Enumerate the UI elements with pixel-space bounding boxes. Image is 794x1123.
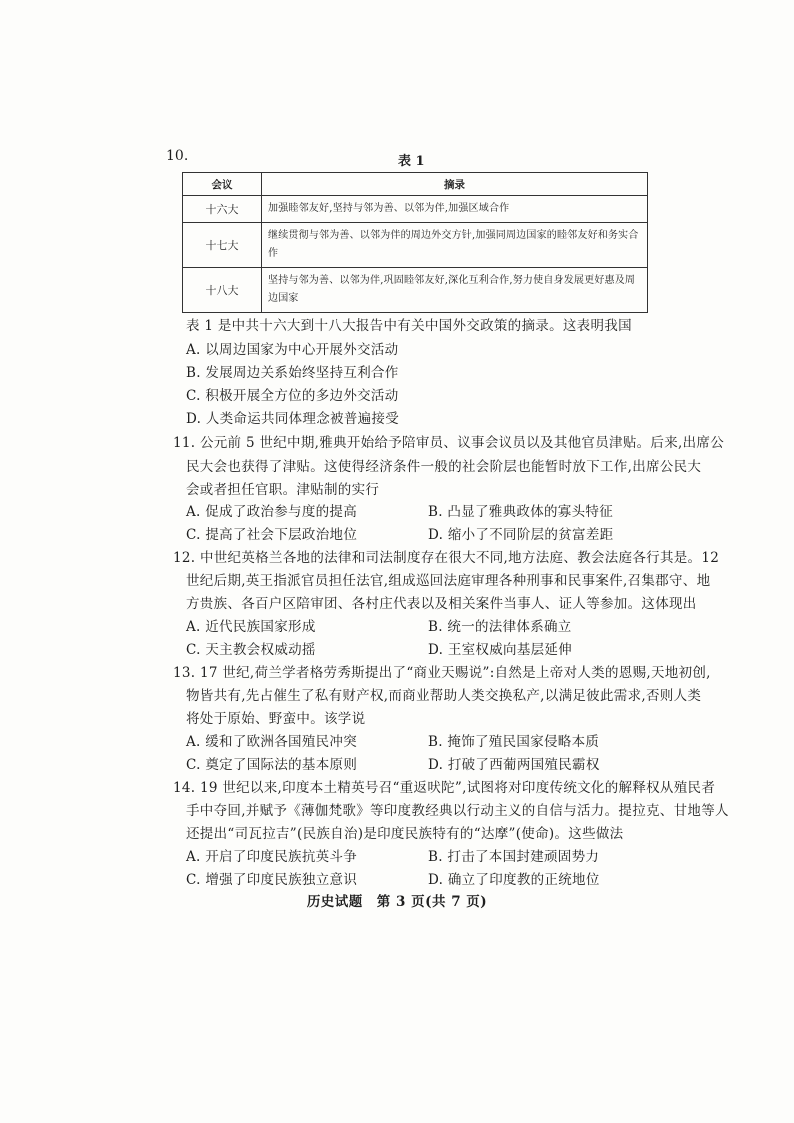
question-stem: 民大会也获得了津贴。这使得经济条件一般的社会阶层也能暂时放下工作,出席公民大	[186, 459, 702, 475]
option-b: B. 打击了本国封建顽固势力	[428, 849, 600, 865]
option-a: A. 缓和了欧洲各国殖民冲突	[186, 734, 358, 750]
option-b: B. 凸显了雅典政体的寡头特征	[428, 504, 614, 520]
option-d: D. 缩小了不同阶层的贫富差距	[428, 527, 614, 543]
table-cell: 继续贯彻与邻为善、以邻为伴的周边外交方针,加强同周边国家的睦邻友好和务实合作	[262, 223, 648, 268]
question-stem: 会或者担任官职。津贴制的实行	[186, 482, 380, 498]
option-d: D. 打破了西葡两国殖民霸权	[428, 757, 600, 773]
question-stem: 方贵族、各百户区陪审团、各村庄代表以及相关案件当事人、证人等参加。这体现出	[186, 596, 697, 612]
option-b: B. 掩饰了殖民国家侵略本质	[428, 734, 600, 750]
question-stem: 将处于原始、野蛮中。该学说	[186, 711, 366, 727]
policy-table	[182, 172, 648, 313]
table-cell: 十八大	[183, 268, 262, 313]
option-a: A. 以周边国家为中心开展外交活动	[186, 342, 399, 358]
question-stem: 14. 19 世纪以来,印度本土精英号召“重返吠陀”,试图将对印度传统文化的解释权从殖民者	[173, 780, 716, 796]
table-title: 表 1	[398, 154, 425, 169]
table-row	[183, 268, 648, 313]
table-row	[183, 196, 648, 223]
option-c: C. 增强了印度民族独立意识	[186, 872, 358, 888]
option-a: A. 促成了政治参与度的提高	[186, 504, 358, 520]
page-footer: 历史试题 第 3 页(共 7 页)	[306, 894, 488, 910]
question-stem: 手中夺回,并赋予《薄伽梵歌》等印度教经典以行动主义的自信与活力。提拉克、甘地等人	[186, 803, 729, 819]
table-header: 会议	[183, 173, 262, 196]
option-c: C. 奠定了国际法的基本原则	[186, 757, 358, 773]
option-c: C. 积极开展全方位的多边外交活动	[186, 388, 399, 404]
table-header-row	[183, 173, 648, 196]
table-cell: 十七大	[183, 223, 262, 268]
option-d: D. 人类命运共同体理念被普遍接受	[186, 411, 400, 427]
table-cell: 十六大	[183, 196, 262, 223]
table-cell: 加强睦邻友好,坚持与邻为善、以邻为伴,加强区域合作	[262, 196, 648, 223]
question-stem: 11. 公元前 5 世纪中期,雅典开始给予陪审员、议事会议员以及其他官员津贴。后来,出席公	[173, 435, 725, 451]
question-stem: 表 1 是中共十六大到十八大报告中有关中国外交政策的摘录。这表明我国	[186, 318, 632, 334]
option-c: C. 天主教会权威动摇	[186, 642, 316, 658]
question-stem: 世纪后期,英王指派官员担任法官,组成巡回法庭审理各种刑事和民事案件,召集郡守、地	[186, 573, 711, 589]
question-stem: 13. 17 世纪,荷兰学者格劳秀斯提出了“商业天赐说”:自然是上帝对人类的恩赐,天地初创,	[173, 665, 711, 681]
option-a: A. 开启了印度民族抗英斗争	[186, 849, 358, 865]
table-header: 摘录	[262, 173, 648, 196]
option-d: D. 确立了印度教的正统地位	[428, 872, 600, 888]
option-a: A. 近代民族国家形成	[186, 619, 316, 635]
option-d: D. 王室权威向基层延伸	[428, 642, 573, 658]
option-c: C. 提高了社会下层政治地位	[186, 527, 358, 543]
option-b: B. 统一的法律体系确立	[428, 619, 572, 635]
option-b: B. 发展周边关系始终坚持互利合作	[186, 365, 399, 381]
question-stem: 12. 中世纪英格兰各地的法律和司法制度存在很大不同,地方法庭、教会法庭各行其是。12	[173, 550, 720, 566]
table-row	[183, 223, 648, 268]
question-stem: 物皆共有,先占催生了私有财产权,而商业帮助人类交换私产,以满足彼此需求,否则人类	[186, 688, 702, 704]
question-stem: 还提出“司瓦拉吉”(民族自治)是印度民族特有的“达摩”(使命)。这些做法	[186, 826, 624, 842]
table-cell: 坚持与邻为善、以邻为伴,巩固睦邻友好,深化互利合作,努力使自身发展更好惠及周边国家	[262, 268, 648, 313]
question-number: 10.	[166, 148, 189, 164]
